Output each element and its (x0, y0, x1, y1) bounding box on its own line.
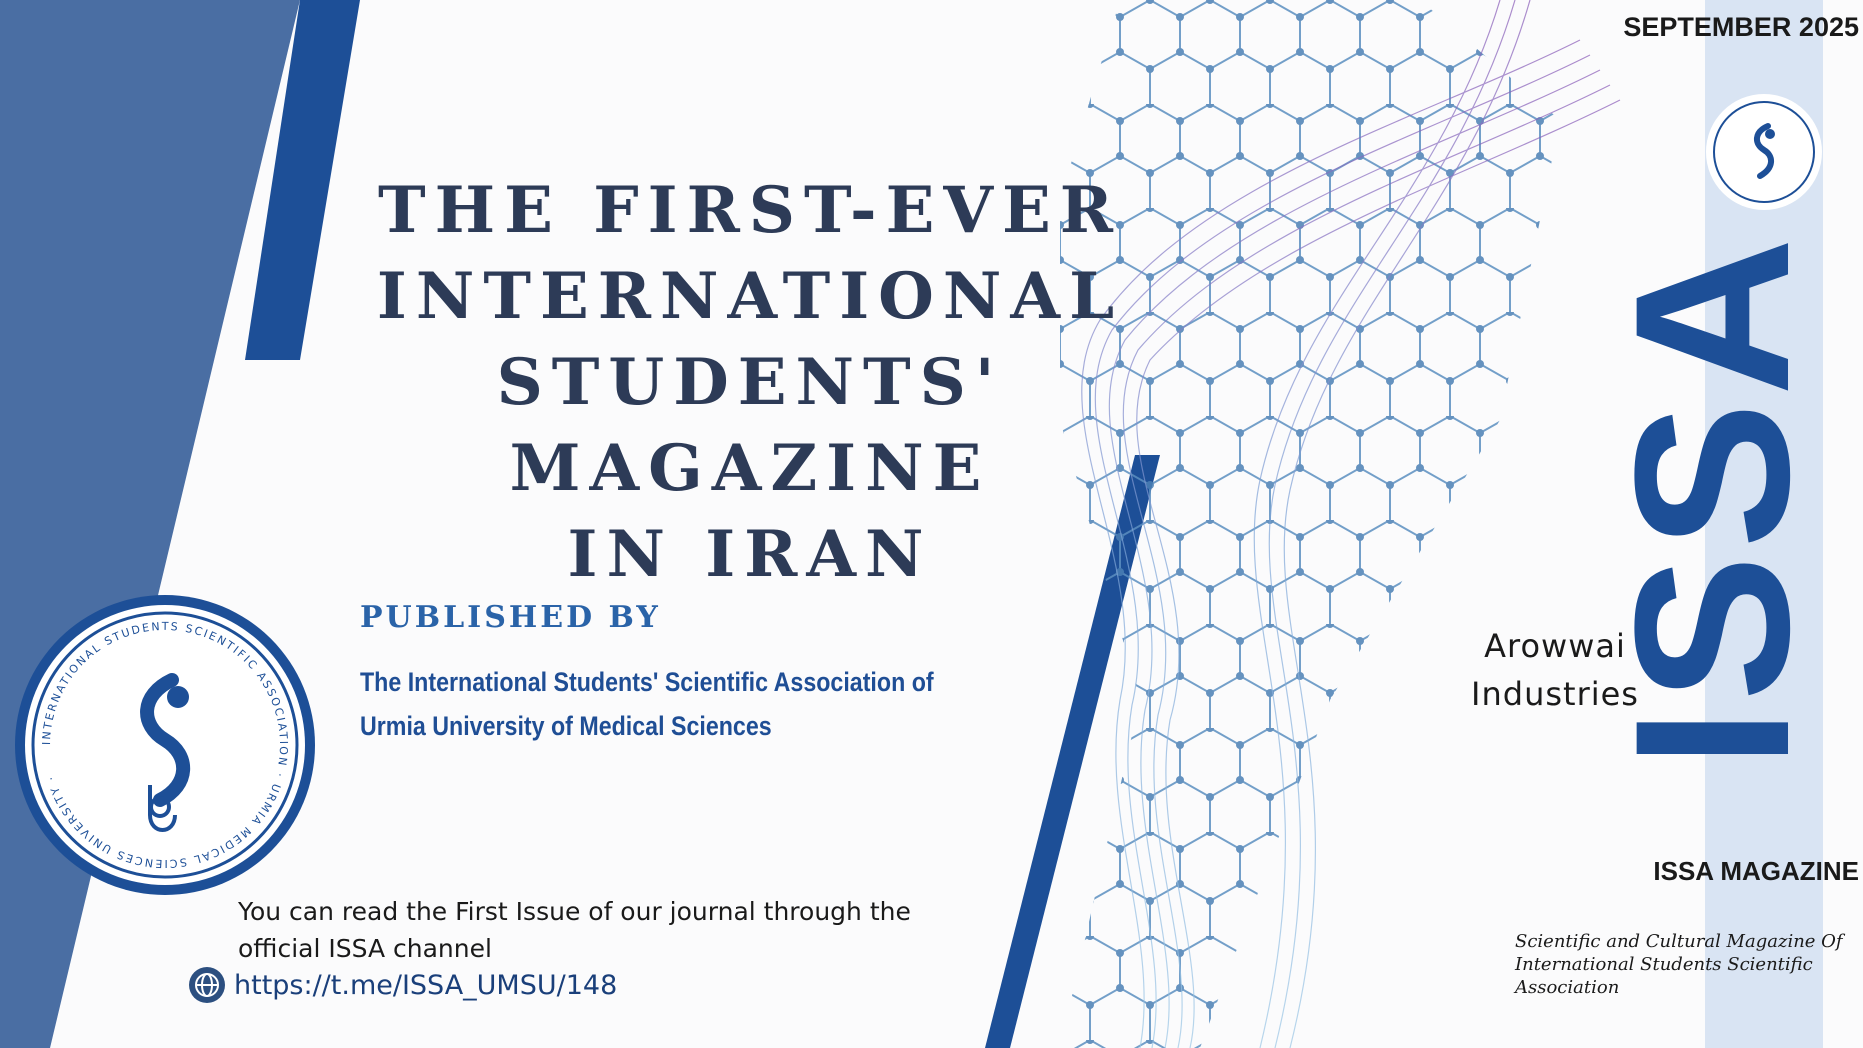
tagline-line-3: Association (1515, 977, 1620, 998)
read-instructions (238, 893, 911, 967)
issa-vertical-logo: ISSA (1589, 231, 1835, 769)
read-line-1: You can read the First Issue of our journal through the (238, 897, 911, 926)
association-seal-logo (0, 585, 335, 905)
magazine-tagline (1515, 930, 1855, 999)
published-by-heading: PUBLISHED BY (360, 600, 661, 635)
sponsor-name (1455, 622, 1655, 718)
publisher-line-2: Urmia University of Medical Sciences (360, 711, 772, 741)
small-seal-logo (1704, 92, 1824, 212)
title-line-5: IN IRAN (567, 517, 933, 592)
tagline-line-2: International Students Scientific (1515, 954, 1813, 975)
title-line-3: STUDENTS' (496, 345, 1004, 420)
magazine-name: ISSA MAGAZINE (1653, 856, 1859, 886)
publisher-name (360, 660, 934, 748)
publisher-line-1: The International Students' Scientific Association of (360, 667, 934, 697)
globe-icon (188, 966, 226, 1004)
channel-link-row[interactable] (188, 966, 617, 1004)
title-line-1: THE FIRST-EVER (378, 173, 1122, 248)
title-line-2: INTERNATIONAL (376, 259, 1124, 334)
title-line-4: MAGAZINE (509, 431, 991, 506)
read-line-2: official ISSA channel (238, 934, 492, 963)
sponsor-line-2: Industries (1471, 675, 1639, 713)
tagline-line-1: Scientific and Cultural Magazine Of (1515, 931, 1843, 952)
channel-link[interactable]: https://t.me/ISSA_UMSU/148 (234, 969, 618, 1001)
issue-date: SEPTEMBER 2025 (1623, 12, 1859, 42)
cover-title (300, 168, 1200, 598)
seal-ring-textpath: INTERNATIONAL STUDENTS SCIENTIFIC ASSOCIATION · URMIA MEDICAL SCIENCES UNIVERSITY · (39, 619, 291, 871)
sponsor-line-1: Arowwai (1484, 627, 1626, 665)
